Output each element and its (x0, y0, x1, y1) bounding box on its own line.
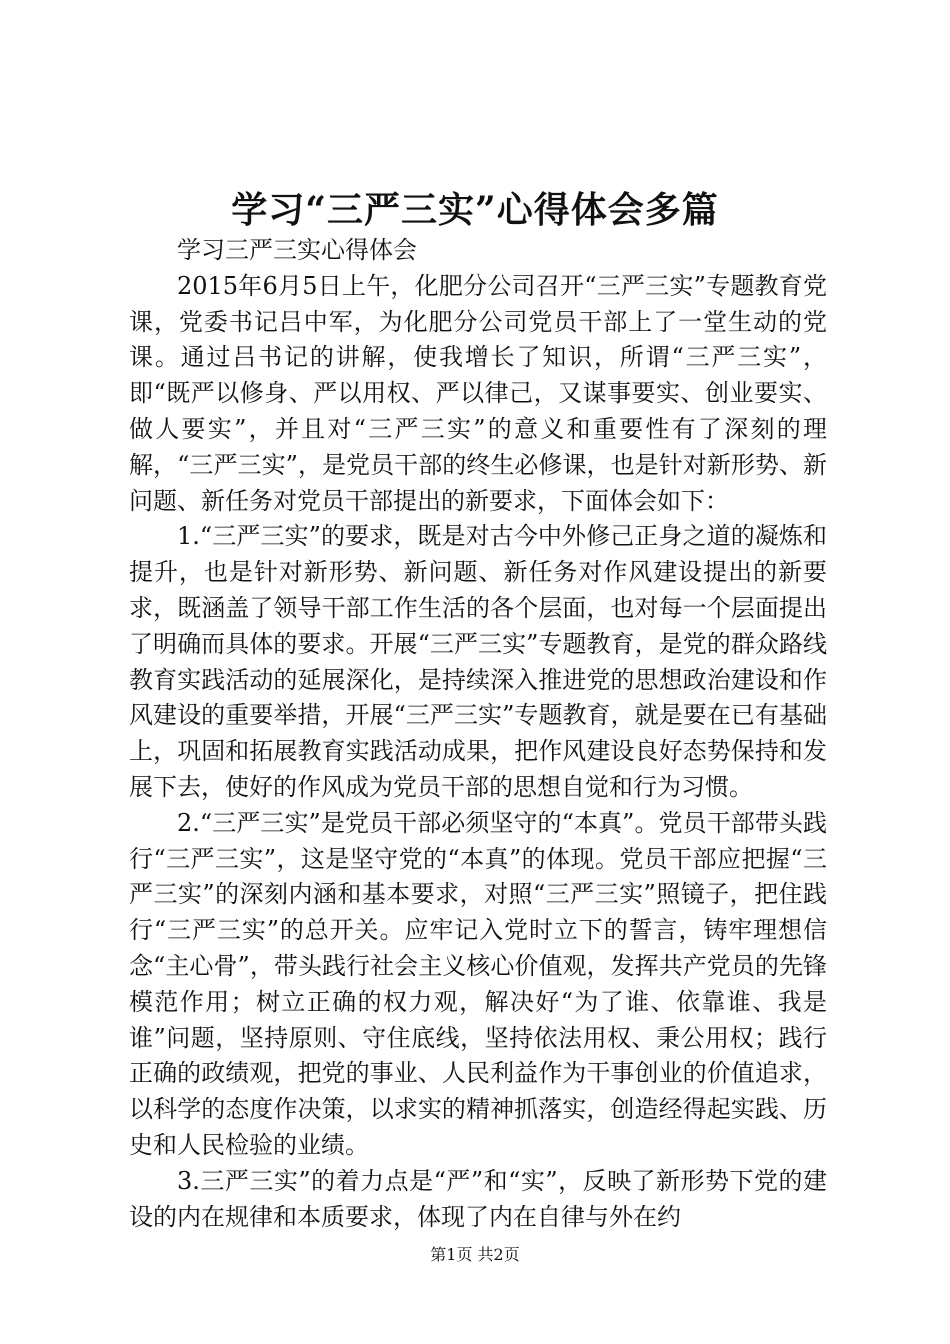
paragraph: 2.“三严三实”是党员干部必须坚守的“本真”。党员干部带头践行“三严三实”，这是坚守党的“本真”的体现。党员干部应把握“三严三实”的深刻内涵和基本要求，对照“三严三实”照镜子，把住践行“三严三实”的总开关。应牢记入党时立下的誓言，铸牢理想信念“主心骨”，带头践行社会主义核心价值观，发挥共产党员的先锋模范作用；树立正确的权力观，解决好“为了谁、依靠谁、我是谁”问题，坚持原则、守住底线，坚持依法用权、秉公用权；践行正确的政绩观，把党的事业、人民利益作为干事创业的价值追求，以科学的态度作决策，以求实的精神抓落实，创造经得起实践、历史和人民检验的业绩。 (129, 808, 827, 1159)
document-title: 学习“三严三实”心得体会多篇 (231, 189, 719, 231)
paragraph: 3.三严三实”的着力点是“严”和“实”，反映了新形势下党的建设的内在规律和本质要求，体现了内在自律与外在约 (129, 1166, 827, 1231)
document-body (129, 233, 827, 1235)
paragraph: 2015年6月5日上午，化肥分公司召开“三严三实”专题教育党课，党委书记吕中军，为化肥分公司党员干部上了一堂生动的党课。通过吕书记的讲解，使我增长了知识，所谓“三严三实”，即“既严以修身、严以用权、严以律己，又谋事要实、创业要实、做人要实”，并且对“三严三实”的意义和重要性有了深刻的理解，“三严三实”，是党员干部的终生必修课，也是针对新形势、新问题、新任务对党员干部提出的新要求，下面体会如下： (129, 271, 827, 515)
page-footer: 第1页 共2页 (430, 1245, 520, 1264)
paragraph-heading: 学习三严三实心得体会 (177, 236, 417, 264)
paragraph: 1.“三严三实”的要求，既是对古今中外修己正身之道的凝炼和提升，也是针对新形势、新问题、新任务对作风建设提出的新要求，既涵盖了领导干部工作生活的各个层面，也对每一个层面提出了明确而具体的要求。开展“三严三实”专题教育，是党的群众路线教育实践活动的延展深化，是持续深入推进党的思想政治建设和作风建设的重要举措，开展“三严三实”专题教育，就是要在已有基础上，巩固和拓展教育实践活动成果，把作风建设良好态势保持和发展下去，使好的作风成为党员干部的思想自觉和行为习惯。 (129, 522, 827, 801)
